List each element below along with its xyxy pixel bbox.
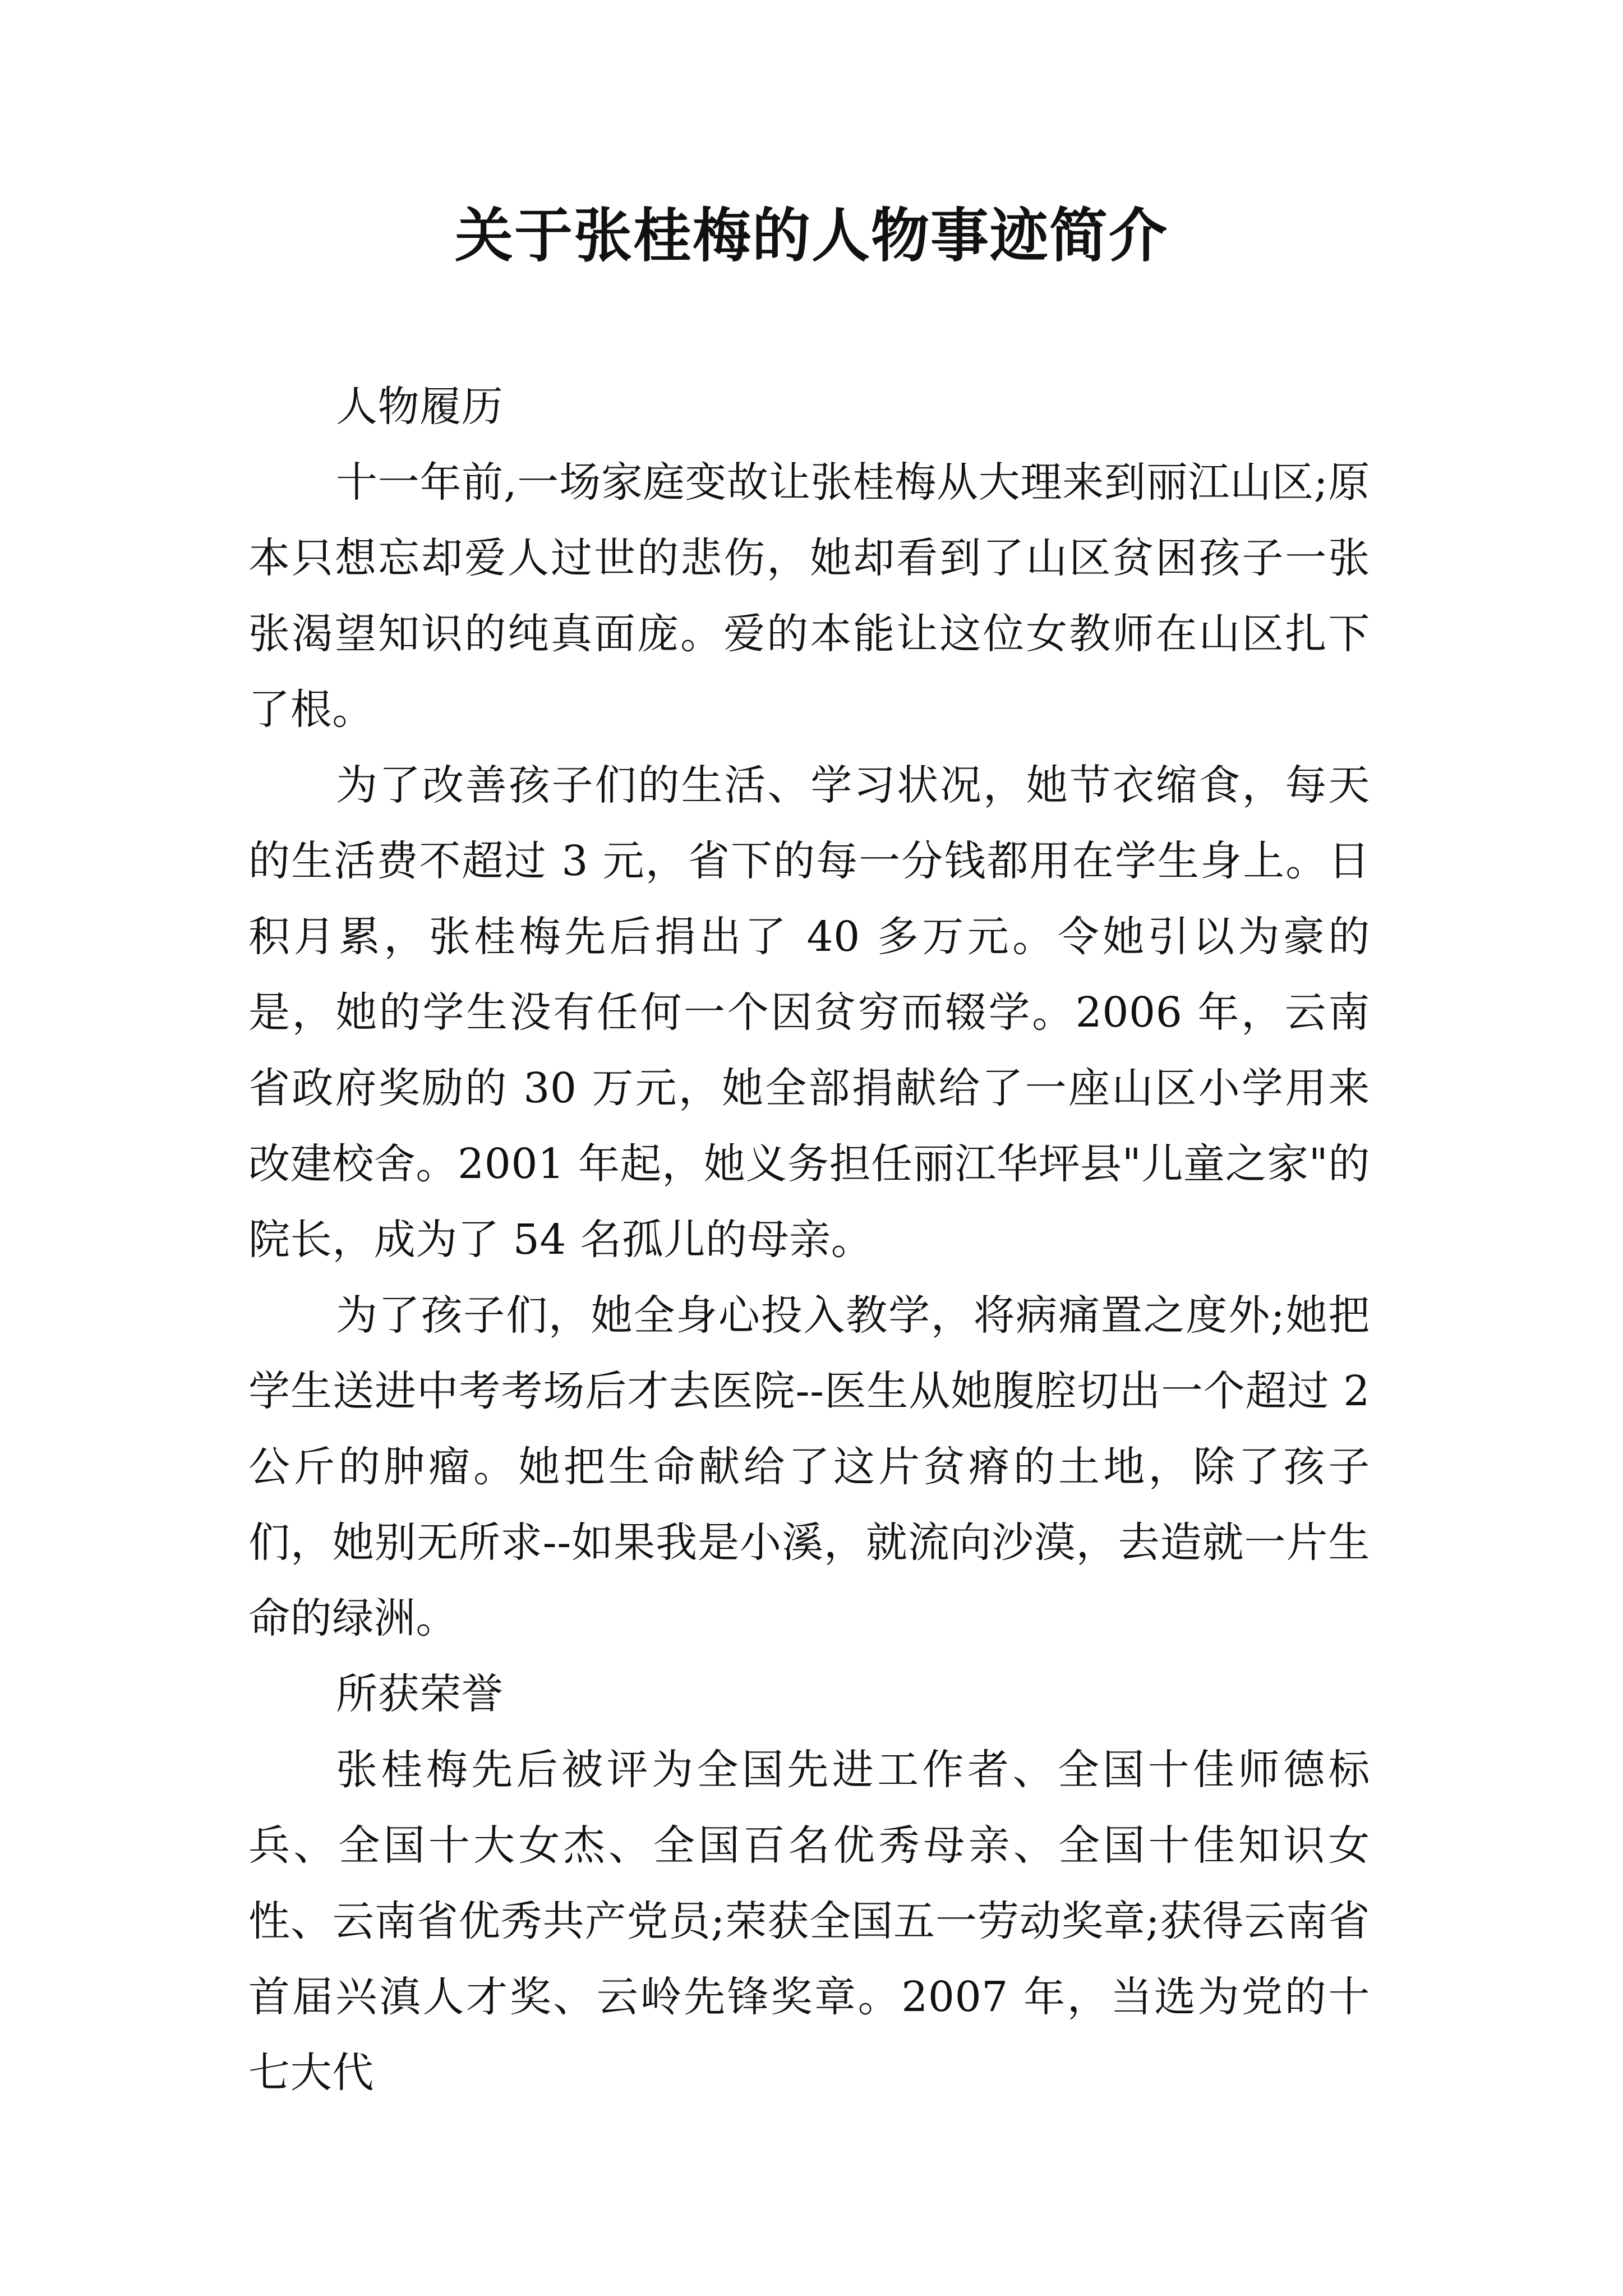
section-heading-honors: 所获荣誉 bbox=[336, 1670, 504, 1718]
section-heading-biography: 人物履历 bbox=[336, 383, 504, 431]
document-body bbox=[248, 369, 1370, 2111]
paragraph-honors: 张桂梅先后被评为全国先进工作者、全国十佳师德标兵、全国十大女杰、全国百名优秀母亲、全国十佳知识女性、云南省优秀共产党员;荣获全国五一劳动奖章;获得云南省首届兴滇人才奖、云岭先锋奖章。2007 年，当选为党的十七大代 bbox=[248, 1746, 1370, 2097]
document-title: 关于张桂梅的人物事迹简介 bbox=[454, 201, 1168, 270]
paragraph-donations: 为了改善孩子们的生活、学习状况，她节衣缩食，每天的生活费不超过 3 元，省下的每一分钱都用在学生身上。日积月累，张桂梅先后捐出了 40 多万元。令她引以为豪的是，她的学生没有任何一个因贫穷而辍学。2006 年，云南省政府奖励的 30 万元，她全部捐献给了一座山区小学用来改建校舍。2001 年起，她义务担任丽江华坪县"儿童之家"的院长，成为了 54 名孤儿的母亲。 bbox=[248, 761, 1370, 1264]
paragraph-dedication: 为了孩子们，她全身心投入教学，将病痛置之度外;她把学生送进中考考场后才去医院--医生从她腹腔切出一个超过 2 公斤的肿瘤。她把生命献给了这片贫瘠的土地，除了孩子们，她别无所求--如果我是小溪，就流向沙漠，去造就一片生命的绿洲。 bbox=[248, 1291, 1370, 1642]
paragraph-background: 十一年前,一场家庭变故让张桂梅从大理来到丽江山区;原本只想忘却爱人过世的悲伤，她却看到了山区贫困孩子一张张渴望知识的纯真面庞。爱的本能让这位女教师在山区扎下了根。 bbox=[248, 458, 1370, 734]
